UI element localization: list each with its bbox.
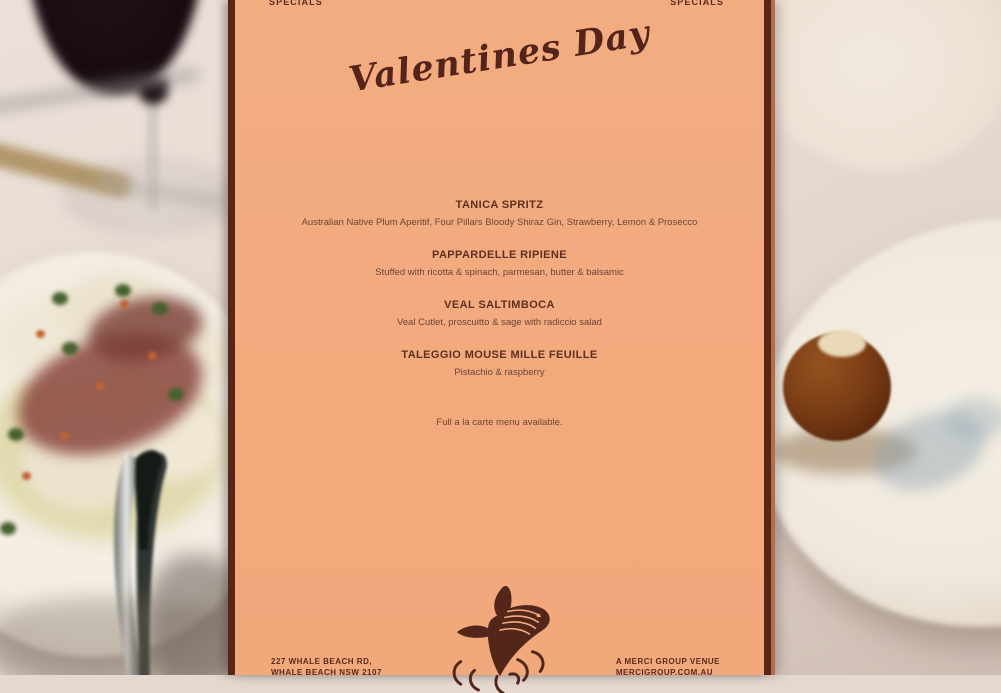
- herb-garnish: [115, 284, 131, 297]
- menu-item: [235, 249, 764, 279]
- roe-dot: [60, 432, 69, 440]
- item-description: Australian Native Plum Aperitif, Four Pillars Bloody Shiraz Gin, Strawberry, Lemon & Prosecco: [301, 217, 698, 228]
- item-description: Stuffed with ricotta & spinach, parmesan, butter & balsamic: [375, 267, 624, 278]
- roe-dot: [96, 382, 105, 390]
- specials-label-left: SPECIALS: [269, 0, 323, 7]
- roe-dot: [120, 300, 129, 308]
- herb-garnish: [8, 428, 24, 441]
- item-description: Veal Cutlet, proscuitto & sage with radiccio salad: [397, 317, 602, 328]
- top-right-plate: [752, 0, 1001, 170]
- roe-dot: [36, 330, 45, 338]
- menu-item: [235, 349, 764, 379]
- cream-dollop: [818, 330, 866, 357]
- menu-item: [235, 299, 764, 329]
- menu-note: Full a la carte menu available.: [436, 417, 563, 428]
- address-line: WHALE BEACH NSW 2107: [271, 668, 382, 677]
- item-description: Pistachio & raspberry: [454, 367, 545, 378]
- herb-garnish: [52, 292, 68, 305]
- item-name: VEAL SALTIMBOCA: [444, 299, 555, 311]
- herb-garnish: [0, 522, 16, 535]
- menu-item: [235, 199, 764, 229]
- herb-garnish: [152, 302, 168, 315]
- item-name: TALEGGIO MOUSE MILLE FEUILLE: [401, 349, 598, 361]
- herb-garnish: [168, 388, 184, 401]
- venue-line: MERCIGROUP.COM.AU: [615, 668, 714, 677]
- plate-reflection: [945, 398, 1001, 440]
- venue-line: A MERCI GROUP VENUE: [615, 657, 720, 666]
- item-name: TANICA SPRITZ: [455, 199, 544, 211]
- table-shadow: [0, 598, 240, 675]
- roe-dot: [22, 472, 31, 480]
- item-name: PAPPARDELLE RIPIENE: [432, 249, 567, 261]
- specials-label-right: SPECIALS: [670, 0, 724, 7]
- herb-garnish: [62, 342, 78, 355]
- menu-title: Valentines Day: [346, 12, 653, 101]
- menu-items: [235, 199, 764, 428]
- address-line: 227 WHALE BEACH RD,: [271, 657, 373, 666]
- roe-dot: [148, 352, 157, 360]
- menu-card: [228, 0, 771, 675]
